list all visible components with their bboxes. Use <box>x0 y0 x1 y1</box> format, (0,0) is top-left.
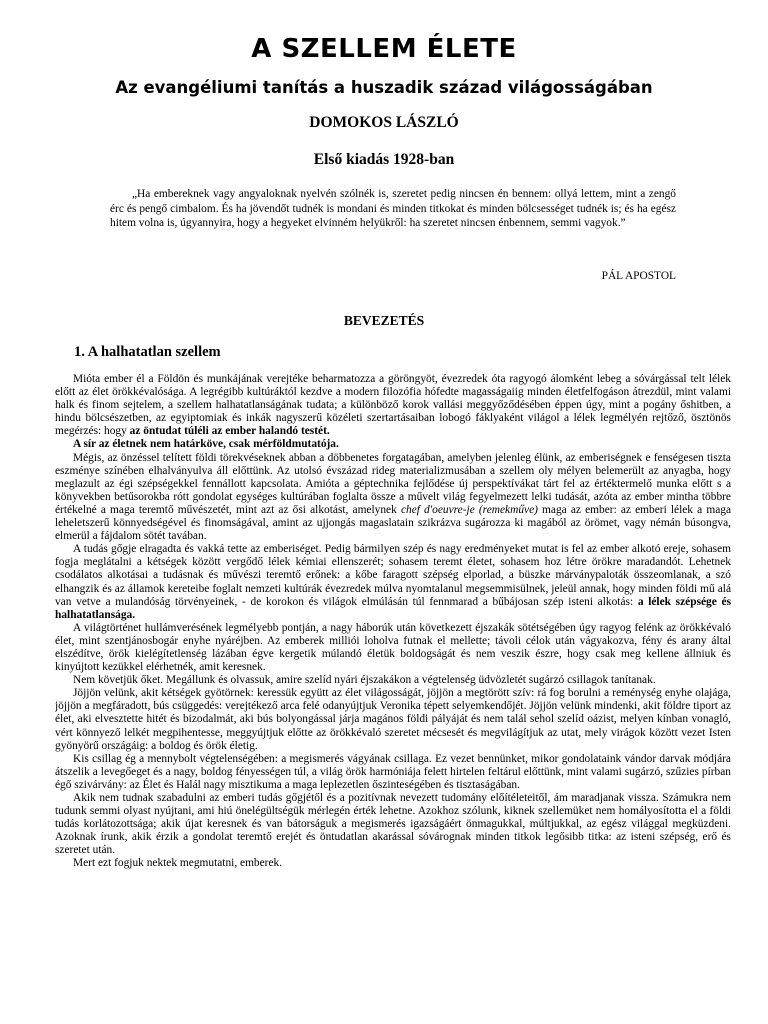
paragraph-text: maga az ember: az emberi lélek a maga leheletszerű könnyedségével és finomságával, amint az ujjongás magaslatain szikrázva sugározza ki magából az örömet, vagy némán búsongva, elmerül a fájdalom sötét tavában. <box>55 503 731 543</box>
paragraph-6: Nem követjük őket. Megállunk és olvassuk, amire szelíd nyári éjszakákon a végtelenség üdvözletét sugárzó csillagok tanítanak. <box>73 674 656 687</box>
paragraph-text: A tudás gőgje elragadta és vakká tette az emberiséget. Pedig bármilyen szép és nagy eredményeket mutat is fel az ember alkotó ereje, sohasem fogja meglátalni a kétségek között vergődő lélek kémiai ellenszerét; sohasem teremt életet, sohasem hoz létre örökre maradandót. Lehetnek csodálatos alkotásai a tudásnak és művészi teremtő erőnek: a kőbe faragott szépség elporlad, a büszke márványpaloták összeomlanak, a szó elhangzik és az államok kereteibe foglalt nemzeti kultúrák évezredek múlva nyomtalanul megsemmisülnek, jeleül annak, hogy minden földi mű alá van vetve a mulandóság törvényeinek, - de korokon és világok elmúlásán túl fennmarad a bűbájosan szép isteni alkotás: <box>55 543 731 608</box>
book-author: DOMOKOS LÁSZLÓ <box>309 114 459 131</box>
book-subtitle: Az evangéliumi tanítás a huszadik század világosságában <box>115 78 653 97</box>
section-heading: BEVEZETÉS <box>343 313 425 328</box>
paragraph-8: Kis csillag ég a mennybolt végtelenségében: a megismerés vágyának csillaga. Ez vezet bennünket, mikor gondolataink vándor darvak módjára átszelik a levegőeget és a nagy, boldog fényességen túl, a világ örök harmóniája felett hirtelen feltárul előttünk, mint valami sugárzó, szűzies pírban égő szivárvány: az Élet és Halál nagy misztikuma a maga leplezetlen őszinteségében és tisztaságában. <box>55 752 731 791</box>
chapter-heading: 1. A halhatatlan szellem <box>74 344 221 360</box>
paragraph-text: Mégis, az önzéssel telített földi törekvéseknek abban a döbbenetes forgatagában, amelyben jelenleg élünk, az emberiségnek e fenségesen tiszta eszménye színében elhalványulva áll előttünk. Az utolsó évszázad rideg materializmusában a szellem oly mélyen belemerült az anyagba, hogy meglazult az égi szépségekkel fennállott kapcsolata. Amióta a géptechnika fejlődése új perspektívákat tárt fel az értéktermelő munka előtt s a könyvekben betűsorokba rótt gondolat egységes kultúrában foglalta össze a művelt világ fegyelmezett lelki tudását, azóta az ember mintha többre értékelné a maga teremtő művészetét, mint azt az ősi alkotást, amelynek <box>55 451 731 516</box>
motto-attribution: PÁL APOSTOL <box>601 270 676 282</box>
paragraph-9: Akik nem tudnak szabadulni az emberi tudás gőgjétől és a pozitívnak nevezett tudomány előítéleteitől, ám maradjanak vissza. Számukra nem tudunk semmi olyast nyújtani, ami hiú önelégültségük mérlegén érték lehetne. Azokhoz szólunk, kiknek szellemüket nem homályosította el a földi tudás korlátozottsága; akik újat keresnek és van bátorságuk a megismerés igazságáért önmagukkal, múltjukkal, az egész világgal megküzdeni. Azoknak írunk, akik érzik a gondolat teremtő erejét és öntudatlan akarással sóvárognak minden titkok legősibb titka: az isteni szépség, erő és szeretet után. <box>55 792 731 857</box>
emphasis-text: A sír az életnek nem határköve, csak mérföldmutatója. <box>73 438 339 451</box>
body-text <box>55 373 731 1023</box>
emphasis-text: az öntudat túléli az ember halandó testét. <box>129 425 330 438</box>
paragraph-4 <box>55 543 731 622</box>
paragraph-text: Mióta ember él a Földön és munkájának verejtéke beharmatozza a göröngyöt, évezredek óta ragyogó álomként lebeg a sóvárgással telt lélek előtt az élet örökkévalósága. A legrégibb kultúráktól kezdve a modern filozófia hófedte magasságaiig minden életfelfogáson átrezdül, mint valami halk és finom sejtelem, a szellem halhatatlanságának tudata; a különböző korok vallási meggyőződésében éppen úgy, mint a pogány őshitben, a hindu bölcsészetben, az egyiptomiak és inkák nagyszerű közéleti szertartásaiban lobogó fáklyaként világol a lélek legmélyén rejtőző, ösztönös megérzés: hogy <box>55 373 731 438</box>
italic-text: chef d'oeuvre-je (remekműve) <box>400 503 538 516</box>
paragraph-10: Mert ezt fogjuk nektek megmutatni, emberek. <box>73 857 283 870</box>
paragraph-2 <box>55 438 731 451</box>
paragraph-3 <box>55 452 731 544</box>
book-title: A SZELLEM ÉLETE <box>251 34 517 64</box>
edition-note: Első kiadás 1928-ban <box>313 151 455 168</box>
paragraph-1 <box>55 373 731 438</box>
motto-quote: „Ha embereknek vagy angyaloknak nyelvén szólnék is, szeretet pedig nincsen én bennem: ollyá lettem, mint a zengő érc és pengő cimbalom. És ha jövendőt tudnék is mondani és minden titkokat és minden bölcsességet tudnék is; és ha egész hitem volna is, úgyannyira, hogy a hegyeket elvinném helyükről: ha szeretet nincsen énbennem, semmi vagyok.” <box>110 188 676 229</box>
emphasis-text: a lélek szépsége és halhatatlansága. <box>55 595 731 621</box>
paragraph-7: Jöjjön velünk, akit kétségek gyötörnek: keressük együtt az élet világosságát, jöjjön a megtörött szív: rá fog borulni a reménység enyhe olajága, jöjjön a megfáradott, bús csüggedés: verejtékező arca felé odanyújtjuk Veronika tépett selyemkendőjét. Jöjjön velünk mindenki, akit földre tiport az élet, aki elvesztette hitét és bizodalmát, aki bús bolyongással járja magános földi pályáját és nem talál sehol szelíd oázist, melyen kínban vonagló, vért könnyező lelkét megpihentesse, meggyújtjuk előtte az örökkévaló szeretet mécsesét és megvilágítjuk az utat, mely virágok között vezet Isten gyönyörű országáig: a boldog és örök életig. <box>55 687 731 752</box>
paragraph-5: A világtörténet hullámverésének legmélyebb pontján, a nagy háborúk után következett éjszakák sötétségében úgy ragyog felénk az örökkévaló élet, mint szentjánosbogár enyhe nyáréjben. Az emberek milliói loholva futnak el mellette; távoli célok után vágyakozva, fény és arany által elszédítve, örök kielégítetlenség lázában égve kergetik múlandó életük boldogságát és nem veszik észre, hogy csak meg kellene állniuk és kinyújtott kezükkel elérhetnék, amit keresnek. <box>55 621 731 674</box>
